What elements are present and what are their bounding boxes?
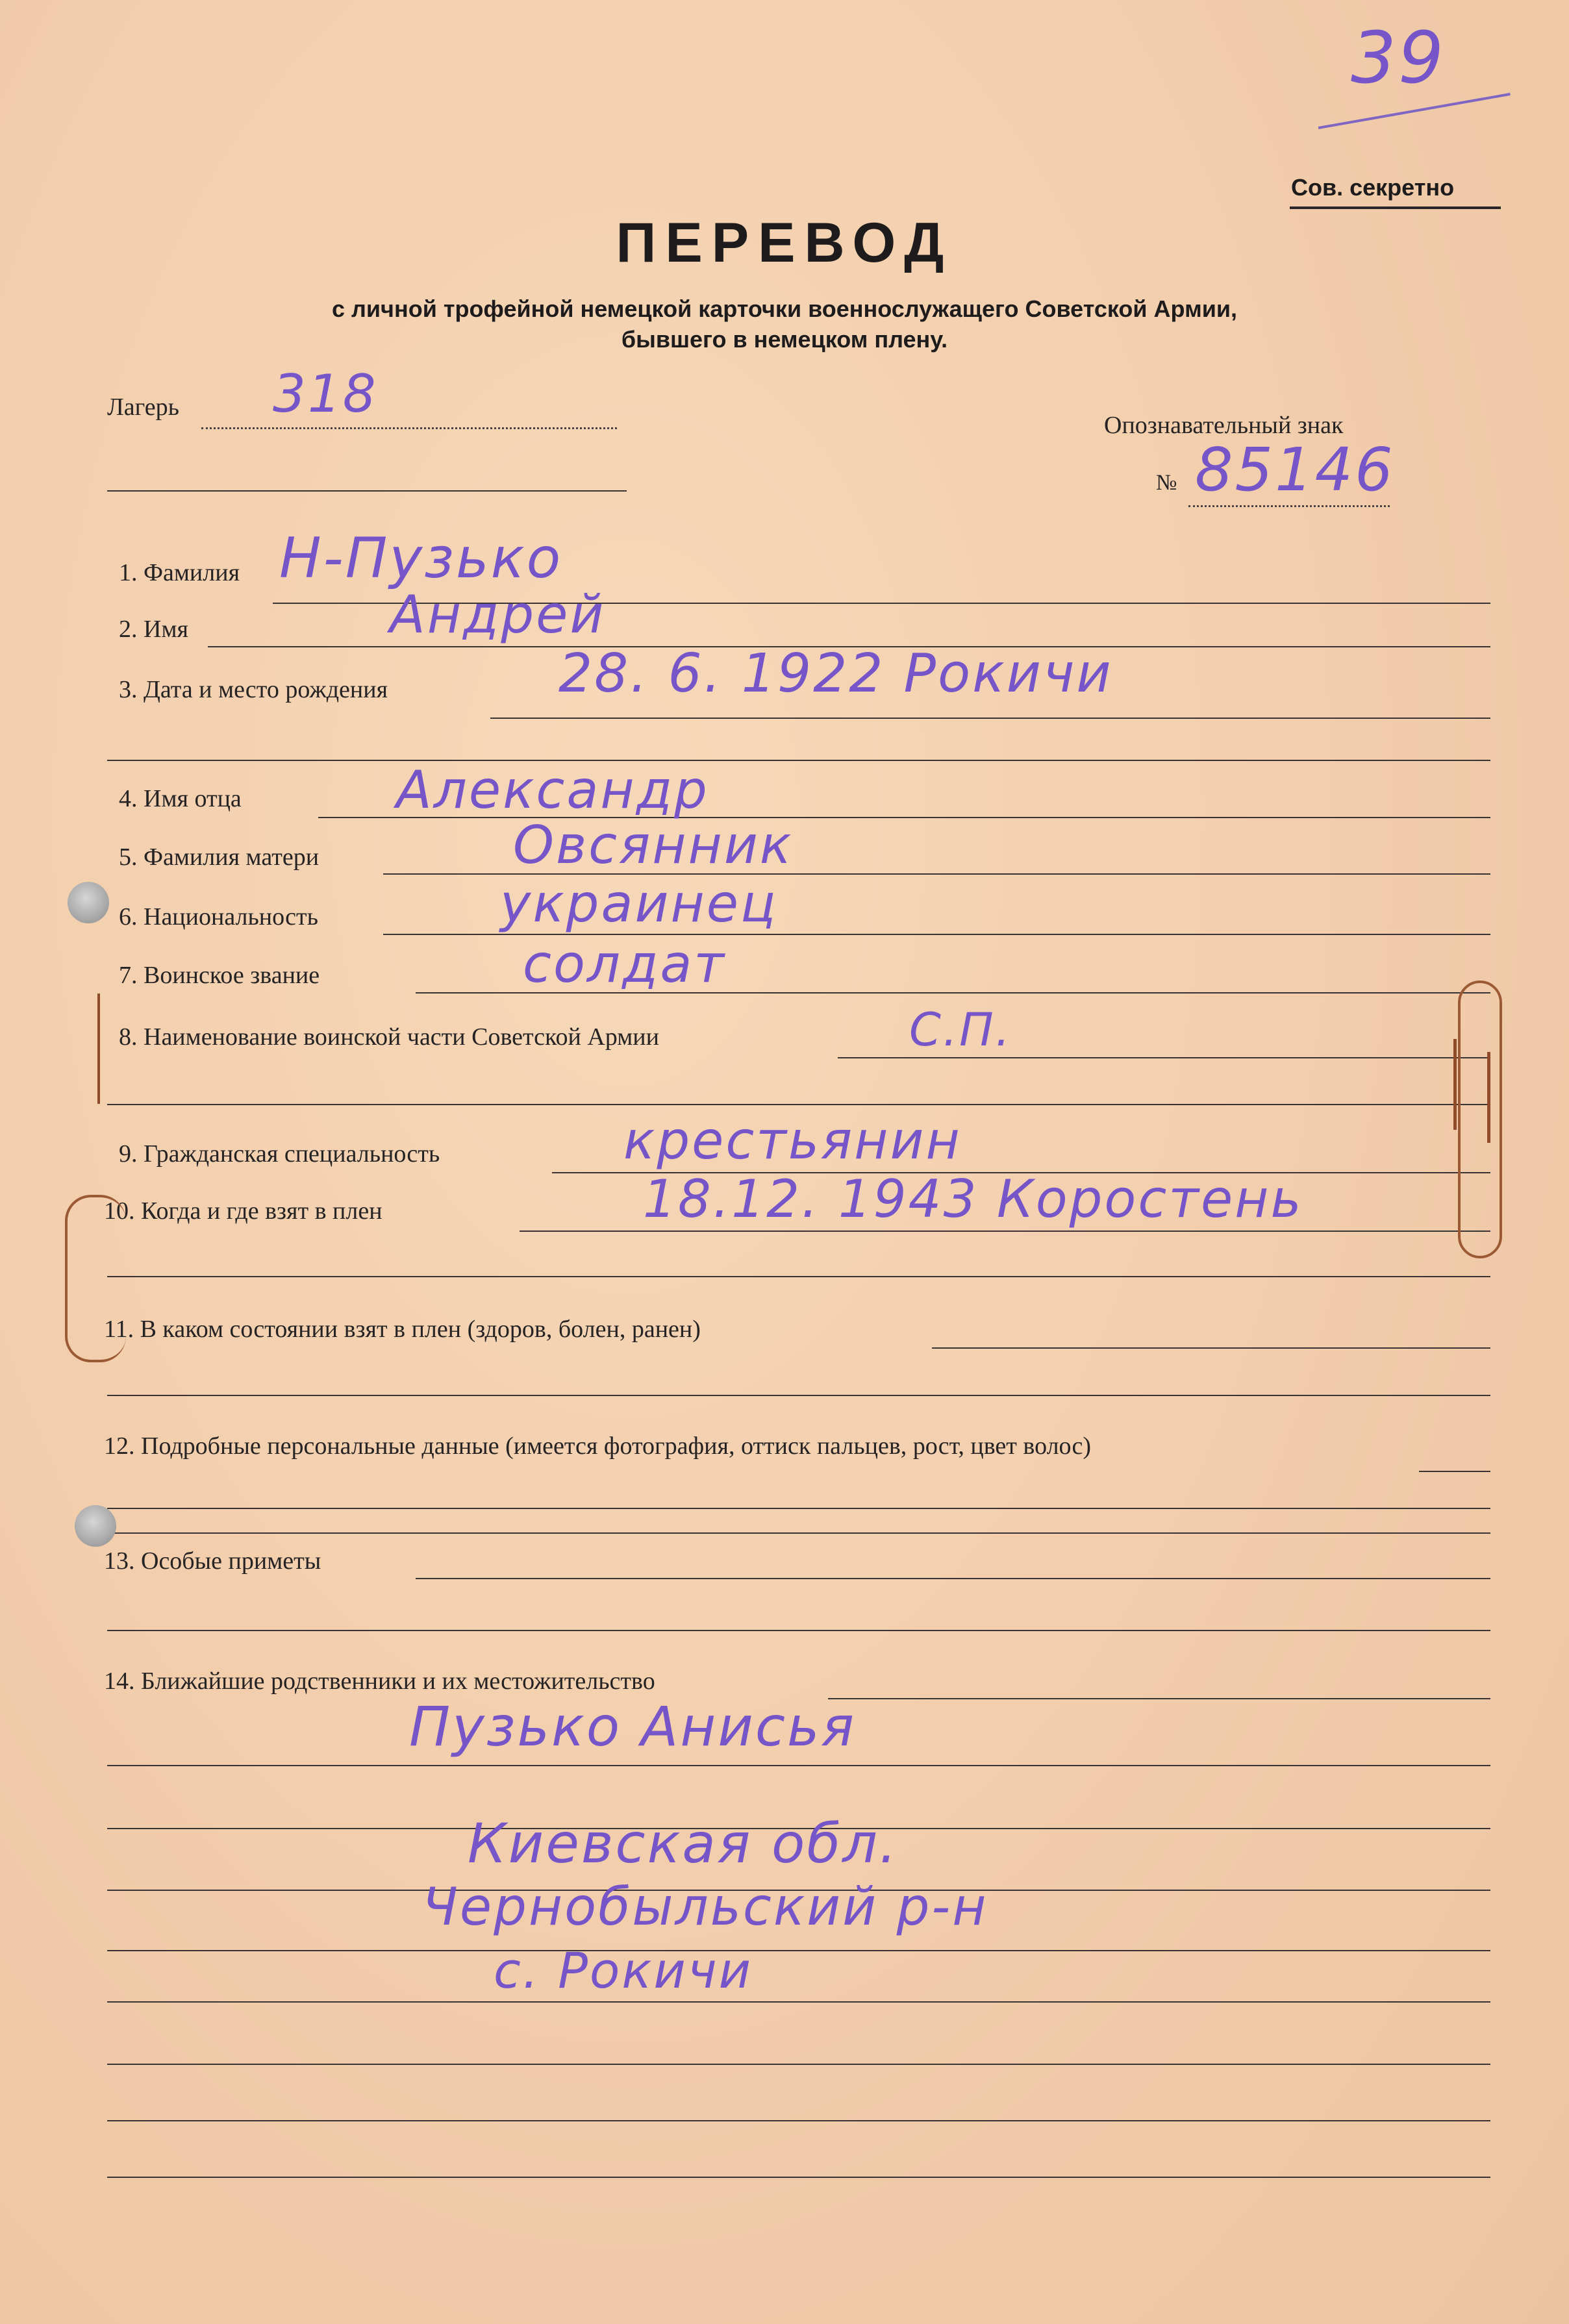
punch-hole-top bbox=[68, 882, 109, 923]
id-tag-label: Опознавательный знак bbox=[1104, 412, 1344, 439]
secrecy-stamp: Сов. секретно bbox=[1291, 174, 1455, 201]
document-title: ПЕРЕВОД bbox=[616, 212, 953, 274]
rust-mark-right-1 bbox=[1453, 1039, 1457, 1130]
camp-line-2 bbox=[107, 490, 627, 492]
field-1-value: Н-Пузько bbox=[279, 526, 563, 591]
field-8-line bbox=[838, 1057, 1490, 1058]
field-13-label: 13. Особые приметы bbox=[104, 1547, 321, 1575]
field-12-line bbox=[1419, 1471, 1490, 1472]
field-10-line-2 bbox=[107, 1276, 1490, 1277]
rust-bracket-right bbox=[1458, 981, 1502, 1258]
field-14-relative: Пузько Анисья bbox=[409, 1695, 857, 1758]
camp-line bbox=[201, 427, 617, 429]
field-3-line bbox=[490, 718, 1490, 719]
field-3-line-2 bbox=[107, 760, 1490, 761]
field-14-label: 14. Ближайшие родственники и их местожительство bbox=[104, 1668, 655, 1695]
field-8-line-2 bbox=[107, 1104, 1490, 1105]
field-3-label: 3. Дата и место рождения bbox=[119, 676, 388, 703]
field-8-label: 8. Наименование воинской части Советской Армии bbox=[119, 1023, 659, 1051]
rust-mark-left bbox=[97, 993, 100, 1104]
field-10-line bbox=[520, 1231, 1490, 1232]
field-14-line-7 bbox=[107, 2064, 1490, 2065]
field-14-line-8 bbox=[107, 2120, 1490, 2121]
field-4-value: Александр bbox=[396, 760, 709, 820]
field-13-line-2 bbox=[107, 1630, 1490, 1631]
field-6-label: 6. Национальность bbox=[119, 903, 318, 931]
camp-value: 318 bbox=[273, 364, 378, 424]
field-5-value: Овсянник bbox=[513, 815, 794, 875]
field-9-value: крестьянин bbox=[623, 1110, 962, 1171]
field-1-label: 1. Фамилия bbox=[119, 559, 240, 586]
field-6-value: украинец bbox=[500, 873, 778, 934]
id-tag-line bbox=[1188, 505, 1390, 507]
handwritten-page-number: 39 bbox=[1351, 16, 1446, 99]
field-12-line-2 bbox=[107, 1508, 1490, 1509]
field-14-line-5 bbox=[107, 1950, 1490, 1951]
id-tag-value: 85146 bbox=[1195, 435, 1395, 505]
field-2-value: Андрей bbox=[390, 584, 606, 645]
field-8-value: С.П. bbox=[909, 1003, 1012, 1056]
document-subtitle-line-1: с личной трофейной немецкой карточки военнослужащего Советской Армии, bbox=[332, 295, 1237, 322]
field-14-line-6 bbox=[107, 2001, 1490, 2003]
field-11-line-2 bbox=[107, 1395, 1490, 1396]
field-10-value: 18.12. 1943 Коростень bbox=[643, 1169, 1303, 1229]
rust-mark-right-2 bbox=[1487, 1052, 1490, 1143]
field-12-label: 12. Подробные персональные данные (имеется фотография, оттиск пальцев, рост, цвет волос) bbox=[104, 1432, 1091, 1460]
field-9-label: 9. Гражданская специальность bbox=[119, 1140, 440, 1168]
field-11-label: 11. В каком состоянии взят в плен (здоров, болен, ранен) bbox=[104, 1316, 701, 1343]
field-14-line bbox=[828, 1698, 1490, 1699]
field-14-address-3: с. Рокичи bbox=[494, 1942, 753, 1999]
field-7-value: солдат bbox=[523, 934, 726, 994]
field-13-line bbox=[416, 1578, 1490, 1579]
field-2-label: 2. Имя bbox=[119, 616, 188, 643]
field-3-value: 28. 6. 1922 Рокичи bbox=[559, 643, 1113, 705]
field-10-label: 10. Когда и где взят в плен bbox=[104, 1197, 383, 1225]
field-14-line-9 bbox=[107, 2177, 1490, 2178]
field-12-line-3 bbox=[107, 1532, 1490, 1534]
document-subtitle-line-2: бывшего в немецком плену. bbox=[621, 326, 948, 353]
field-4-label: 4. Имя отца bbox=[119, 785, 242, 812]
field-14-address-1: Киевская обл. bbox=[468, 1812, 899, 1875]
field-14-address-2: Чернобыльский р-н bbox=[422, 1877, 988, 1937]
id-tag-no-label: № bbox=[1156, 471, 1177, 495]
field-14-line-2 bbox=[107, 1765, 1490, 1766]
camp-label: Лагерь bbox=[107, 394, 179, 421]
field-7-label: 7. Воинское звание bbox=[119, 962, 320, 989]
field-5-label: 5. Фамилия матери bbox=[119, 843, 320, 871]
field-11-line bbox=[932, 1347, 1490, 1349]
secrecy-underline bbox=[1290, 206, 1501, 209]
rust-bracket-left bbox=[65, 1195, 126, 1362]
punch-hole-bottom bbox=[75, 1505, 116, 1547]
